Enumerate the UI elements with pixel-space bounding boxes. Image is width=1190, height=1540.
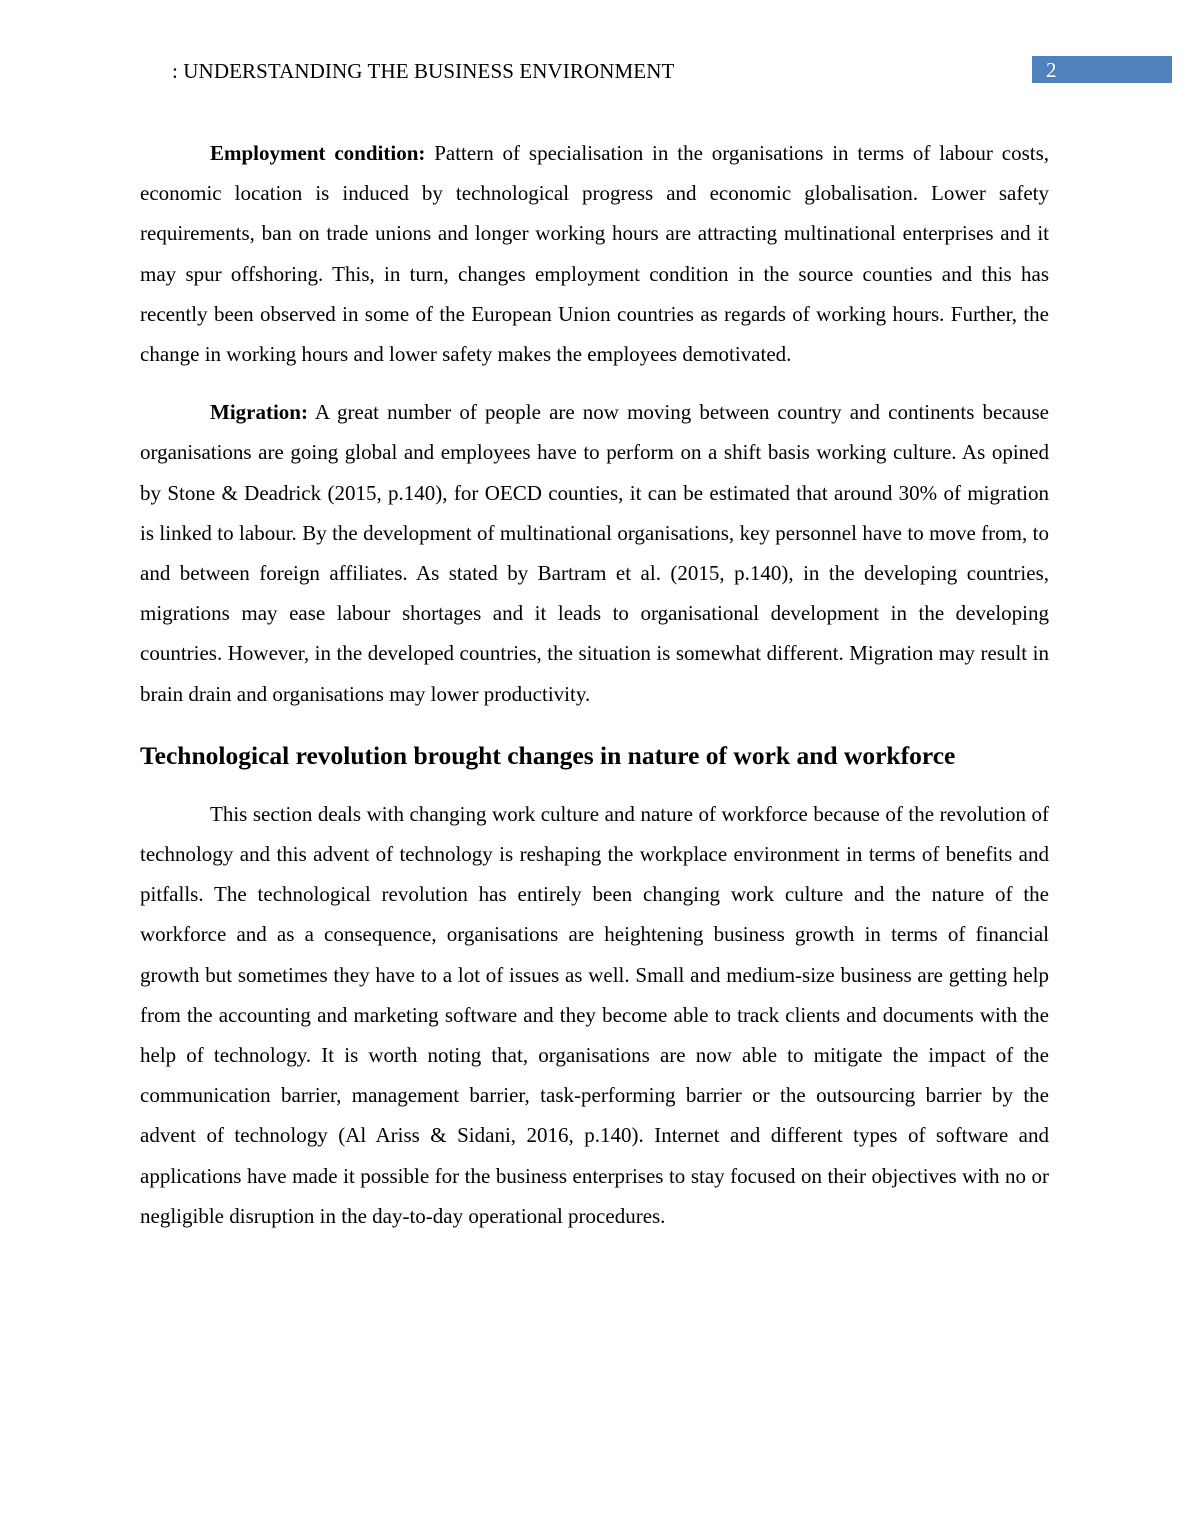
migration-lead: Migration: xyxy=(210,400,308,425)
page-number-badge xyxy=(1032,56,1172,83)
document-body xyxy=(140,133,1049,1236)
employment-condition-lead: Employment condition: xyxy=(210,141,426,165)
technological-revolution-text: This section deals with changing work culture and nature of workforce because of the revolution of technology and this advent of technology is reshaping the workplace environment in terms of benefits and pitfalls. The technological revolution has entirely been changing work culture and the nature of the workforce and as a consequence, organisations are heightening business growth in terms of financial growth but sometimes they have to a lot of issues as well. Small and medium-size business are getting help from the accounting and marketing software and they become able to track clients and documents with the help of technology. It is worth noting that, organisations are now able to mitigate the impact of the communication barrier, management barrier, task-performing barrier or the outsourcing barrier by the advent of technology (Al Ariss & Sidani, 2016, p.140). Internet and different types of software and applications have made it possible for the business enterprises to stay focused on their objectives with no or negligible disruption in the day-to-day operational procedures. xyxy=(140,801,1049,1228)
employment-condition-text: Pattern of specialisation in the organisations in terms of labour costs, economic location is induced by technological progress and economic globalisation. Lower safety requirements, ban on trade unions and longer working hours are attracting multinational enterprises and it may spur offshoring. This, in turn, changes employment condition in the source counties and this has recently been observed in some of the European Union countries as regards of working hours. Further, the change in working hours and lower safety makes the employees demotivated. xyxy=(140,141,1049,367)
technological-revolution-paragraph xyxy=(140,794,1049,1236)
page-number: 2 xyxy=(1046,58,1057,82)
technological-revolution-heading: Technological revolution brought changes in nature of work and workforce xyxy=(140,740,956,770)
migration-paragraph xyxy=(140,392,1049,714)
employment-condition-paragraph xyxy=(140,133,1049,374)
migration-text: A great number of people are now moving between country and continents because organisations are going global and employees have to perform on a shift basis working culture. As opined by Stone & Deadrick (2015, p.140), for OECD counties, it can be estimated that around 30% of migration is linked to labour. By the development of multinational organisations, key personnel have to move from, to and between foreign affiliates. As stated by Bartram et al. (2015, p.140), in the developing countries, migrations may ease labour shortages and it leads to organisational development in the developing countries. However, in the developed countries, the situation is somewhat different. Migration may result in brain drain and organisations may lower productivity. xyxy=(140,400,1049,706)
running-head-title: : UNDERSTANDING THE BUSINESS ENVIRONMENT xyxy=(172,59,675,83)
